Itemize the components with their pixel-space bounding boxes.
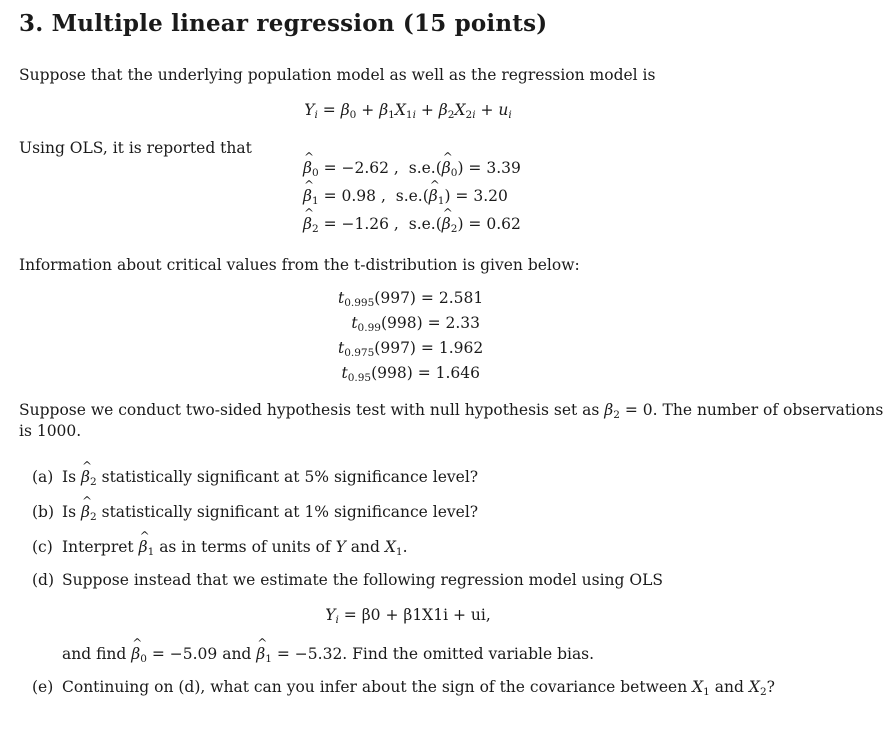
- intro-text: Suppose that the underlying population model as well as the regression model is: [19, 66, 656, 84]
- estimate-value: = 0.98 ,: [323, 187, 386, 205]
- population-model-equation: $Y_i = \beta_0 + \beta_1X_{1i} + \beta_2X_{2i} + u_i$: [304, 101, 512, 121]
- question-c: (c) Interpret ^ $\beta_1$ as in terms of units of Y and $X_1$.: [32, 538, 408, 556]
- estimate-value: = −1.26 ,: [323, 215, 399, 233]
- hypothesis-text-line2: is 1000.: [19, 422, 82, 440]
- tdist-row: t0.99(998) = 2.33: [351, 314, 480, 334]
- tdist-table: [338, 289, 484, 389]
- estimate-row: ^ $\beta_0 = -2.62$ , s.e.(^ $\beta_0) = 3.39$: [303, 159, 521, 187]
- se-label: s.e.: [408, 215, 436, 233]
- question-d: (d) Suppose instead that we estimate the following regression model using OLS: [32, 571, 664, 589]
- estimate-row: ^ $\beta_1 = 0.98$ , s.e.(^ $\beta_1) = 3.20$: [303, 187, 521, 215]
- se-label: s.e.: [395, 187, 423, 205]
- se-value: ) = 3.20: [444, 187, 508, 205]
- model-equation-body: = $\beta_0 + \beta_1X_{1i} + \beta_2X_{2i} + u_i$: [322, 101, 512, 121]
- page-title: 3. Multiple linear regression (15 points): [19, 10, 548, 37]
- question-a: (a) Is ^ $\beta_2$ statistically significant at 5% significance level?: [32, 468, 478, 486]
- estimate-row: ^ $\beta_2 = -1.26$ , s.e.(^ $\beta_2) = 0.62$: [303, 215, 521, 243]
- question-e: (e) Continuing on (d), what can you infer about the sign of the covariance between $X_1$ and $X_2$?: [32, 678, 775, 698]
- restricted-model-equation: $Y_i = \beta 0 + \beta 1X1i$ + ui,: [325, 606, 491, 626]
- se-label: s.e.: [408, 159, 436, 177]
- hypothesis-text-line1: Suppose we conduct two-sided hypothesis test with null hypothesis set as $\beta_2 = 0$. The number of observations: [19, 401, 883, 421]
- ols-intro-text: Using OLS, it is reported that: [19, 139, 252, 157]
- question-d-find: and find ^ $\beta_0 = -5.09$ and ^ $\beta_1 = -5.32$. Find the omitted variable bias.: [62, 645, 594, 663]
- se-value: ) = 3.39: [457, 159, 521, 177]
- tdist-row: t0.975(997) = 1.962: [338, 339, 484, 359]
- estimate-value: = −2.62 ,: [323, 159, 399, 177]
- tdist-intro-text: Information about critical values from the t-distribution is given below:: [19, 256, 580, 274]
- tdist-row: t0.995(997) = 2.581: [338, 289, 484, 309]
- estimates-block: [303, 159, 521, 243]
- se-value: ) = 0.62: [457, 215, 521, 233]
- tdist-row: t0.95(998) = 1.646: [341, 364, 480, 384]
- question-b: (b) Is ^ $\beta_2$ statistically significant at 1% significance level?: [32, 503, 478, 521]
